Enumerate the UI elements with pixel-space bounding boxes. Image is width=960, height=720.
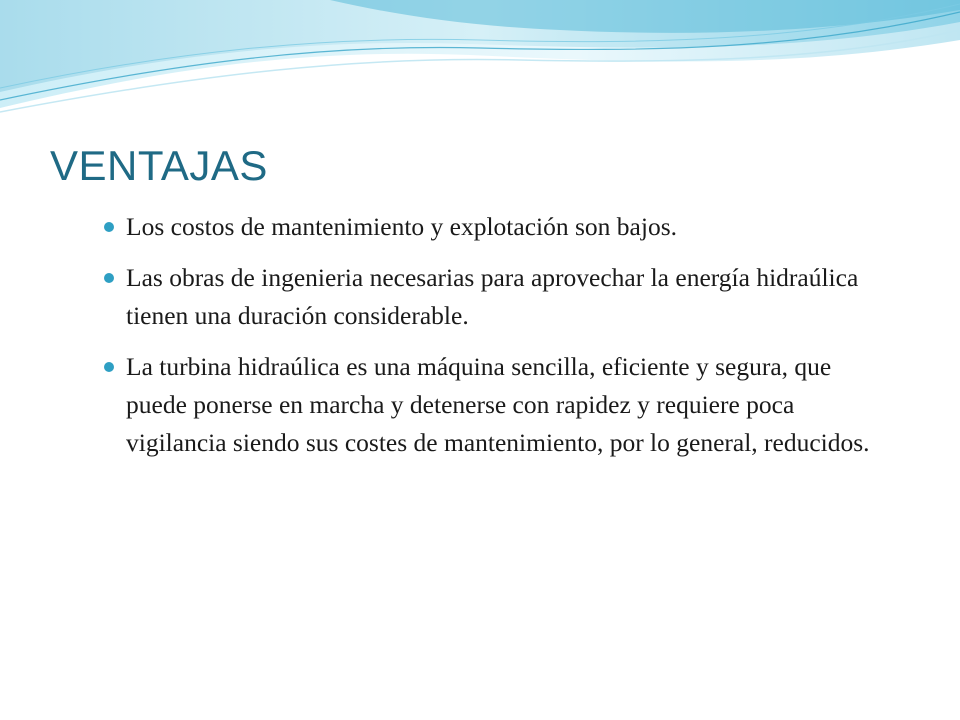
bullet-item [104, 348, 894, 462]
bullet-item [104, 259, 894, 335]
bullet-text: Los costos de mantenimiento y explotación son bajos. [126, 212, 677, 241]
bullet-text: Las obras de ingenieria necesarias para aprovechar la energía hidraúlica tienen una duración considerable. [126, 263, 859, 330]
bullet-item [104, 208, 894, 246]
header-wave-decoration [0, 0, 960, 120]
slide-title: VENTAJAS [50, 142, 268, 189]
bullet-marker-icon [104, 362, 114, 372]
bullet-list [104, 208, 894, 475]
bullet-marker-icon [104, 222, 114, 232]
bullet-text: La turbina hidraúlica es una máquina sencilla, eficiente y segura, que puede ponerse en marcha y detenerse con rapidez y requiere poca vigilancia siendo sus costes de mantenimiento, por lo general, reducidos. [126, 352, 870, 457]
bullet-marker-icon [104, 273, 114, 283]
